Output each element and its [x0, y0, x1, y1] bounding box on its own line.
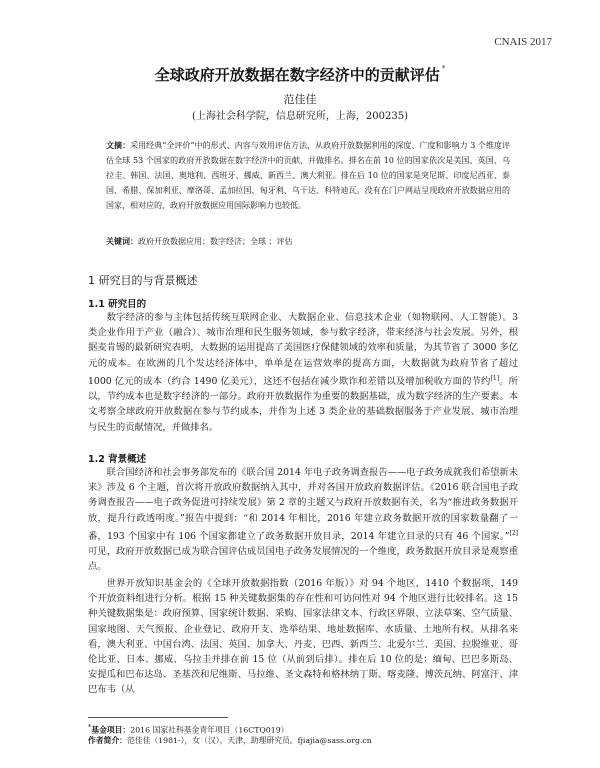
- paragraph-text: 数字经济的参与主体包括传统互联网企业、大数据企业、信息技术企业（如物联网、人工智能）。3 类企业作用于产业（融合）、城市治理和民生服务领域，参与数字经济，带来经济与社会发展。另外，根据麦肯锡的最新研究表明，大数据的运用提高了美国医疗保健领域的效率和质量，为其节省了 3000 多亿元的成本。在欧洲的几个发达经济体中，单单是在运营效率的提高方面，大数据就为政府节省了超过 1000 亿元的成本（约合 1490 亿美元），这还不包括在减少欺诈和差错以及增加税收方面的节约: [88, 312, 518, 387]
- abstract: [106, 138, 510, 213]
- footnote-author: [88, 735, 518, 746]
- abstract-text: 采用经典“全评价”中的形式、内容与效用评估方法，从政府开放数据利用的深度、广度和影响力 3 个维度评估全球 53 个国家的政府开放数据在数字经济中的贡献，并做排名。排名在前 10 位的国家依次是美国、英国、乌拉圭、韩国、法国、奥地利、西班牙、挪威、新西兰、澳大利亚。排在后 10 位的国家是突尼斯、印度尼西亚、泰国、希腊、保加利亚、摩洛哥、孟加拉国、匈牙利、乌干达、科特迪瓦。没有在门户网站呈现政府开放数据应用的国家，相对应的，政府开放数据应用国际影响力也较低。: [106, 141, 511, 210]
- paragraph: [88, 310, 518, 435]
- paragraph: 世界开放知识基金会的《全球开放数据指数（2016 年版）》对 94 个地区，1410 个数据项，149 个开放资料组进行分析。根据 15 种关键数据集的存在性和可访问性对 94 个地区进行比较排名。这 15 种关键数据集是：政府预算、国家统计数据、采购、国家法律文本、行政区界限、立法草案、空气质量、国家地图、天气预报、企业登记、政府开支、选举结果、地址数据库、水质量、土地所有权。从排名来看，澳大利亚、中国台湾、法国、英国、加拿大、丹麦、巴西、新西兰、北爱尔兰、美国、拉脱维亚、哥伦比亚、日本、挪威、乌拉圭并排在前 15 位（从前到后排）。排在后 10 位的是：缅甸、巴巴多斯岛、安提瓜和巴布达岛、圣基茨和尼维斯、马拉维、圣文森特和格林纳丁斯、喀麦隆、博茨瓦纳、阿富汗、津巴布韦（从: [88, 578, 518, 696]
- subsection-heading: 1.2 背景概述: [88, 454, 147, 465]
- keywords: [106, 235, 510, 249]
- paragraph-text: 联合国经济和社会事务部发布的《联合国 2014 年电子政务调查报告——电子政务成就我们希望新未来》涉及 6 个主题，首次将开放政府数据纳入其中，并对各国开放政府数据评估。《2016 联合国电子政务调查报告——电子政务促进可持续发展》第 2 章的主题又与政府开放数据有关，名为“推进政务数据开放，提升行政透明度。”报告中提到：“和 2014 年相比，2016 年建立政务数据开放的国家数量翻了一番，193 个国家中有 106 个国家都建立了政务数据开放目录，2014 年建立目录的只有 46 个国家。”: [88, 467, 518, 542]
- fund-footnote-mark: *: [88, 723, 92, 731]
- footnote-divider: [88, 717, 228, 718]
- paragraph-text: 。所以，节约成本也是数字经济的一部分。政府开放数据作为重要的数据基础，成为数字经济的生产要素。本文考察全球政府开放数据在参与节约成本，并作为上述 3 类企业的基础数据服务于产业发展、城市治理与民生的贡献情况，并做排名。: [88, 375, 518, 433]
- abstract-label: 文摘：: [106, 141, 131, 150]
- paper-title-text: 全球政府开放数据在数字经济中的贡献评估: [154, 66, 440, 84]
- author-bio-text: 范佳佳（1981-），女（汉），天津，助理研究员。fjiajia@sass.org.cn: [126, 736, 372, 745]
- paragraph-text: 可见，政府开放数据已成为联合国评估成员国电子政务发展情况的一个维度，政务数据开放目录是观察重点。: [88, 546, 518, 573]
- title-footnote-mark: *: [441, 64, 446, 72]
- citation-ref: [1]: [490, 374, 500, 382]
- paragraph: [88, 465, 518, 575]
- subsection-heading: 1.1 研究目的: [88, 299, 147, 310]
- keywords-text: 政府开放数据应用；数字经济；全球 ；评估: [138, 237, 293, 246]
- fund-label: 基金项目：: [91, 725, 131, 735]
- author-name: 范佳佳: [283, 93, 317, 106]
- citation-ref: [2]: [509, 529, 518, 537]
- journal-code: CNAIS 2017: [494, 36, 552, 48]
- fund-text: 2016 国家社科基金青年项目（16CTQ019）: [130, 725, 289, 735]
- section-heading: 1 研究目的与背景概述: [88, 274, 198, 287]
- keywords-label: 关键词：: [106, 237, 138, 246]
- paper-title: [0, 64, 600, 85]
- author-bio-label: 作者简介：: [88, 736, 127, 745]
- footnote-fund: [88, 722, 518, 736]
- author-affiliation: (上海社会科学院，信息研究所，上海，200235): [192, 111, 408, 122]
